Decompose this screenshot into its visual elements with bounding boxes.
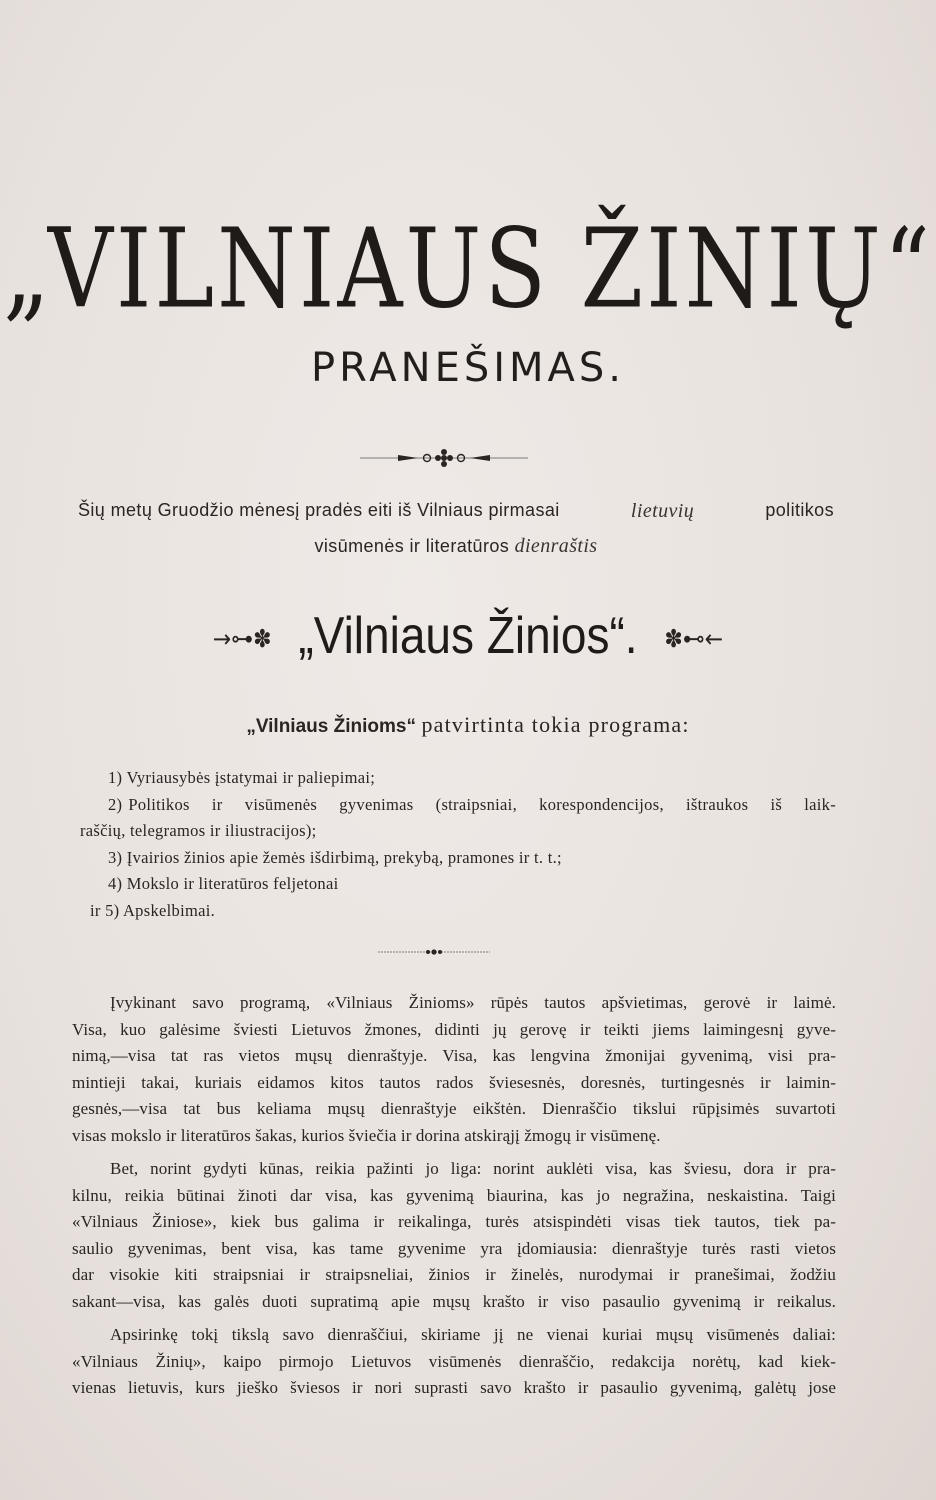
list-item: 1) Vyriausybės įstatymai ir paliepimai;	[108, 768, 376, 787]
ornament-left-icon: →⊶✽	[212, 625, 272, 654]
body-text	[72, 990, 836, 1409]
ornament-divider-bottom	[0, 942, 936, 962]
program-heading-bold: „Vilniaus Žinioms“	[246, 716, 416, 737]
intro-emphasis-a: lietuvių	[630, 500, 695, 522]
intro-text-b: politikos	[765, 500, 834, 520]
ornament-right-icon: ✽⊷←	[664, 625, 724, 654]
list-item: ir 5) Apskelbimai.	[90, 900, 216, 920]
intro-text-c: visūmenės ir literatūros	[314, 536, 510, 556]
intro-paragraph	[78, 500, 834, 558]
masthead-title: „VILNIAUS ŽINIŲ“	[3, 205, 933, 334]
program-heading	[0, 712, 936, 738]
newspaper-title	[0, 605, 936, 665]
program-heading-text: patvirtinta tokia programa:	[421, 712, 690, 737]
list-item: 2) Politikos ir visūmenės gyvenimas (straipsniai, korespondencijos, ištraukos iš laik-	[108, 794, 836, 814]
program-list	[80, 765, 836, 924]
announcement-heading: PRANEŠIMAS.	[310, 345, 626, 391]
newspaper-name: „Vilniaus Žinios“.	[298, 606, 638, 665]
paragraph: Apsirinkę tokį tikslą savo dienraščiui, skiriame jį ne vienai kuriai mųsų visūmenės daliai: «Vilniaus Žinių», kaipo pirmojo Lietuvos visūmenės dienraščio, redakcija norėtų, kad kiek- vienas lietuvis, kurs jieško šviesos ir nori suprasti savo krašto ir pasaulio gyvenimą, galėtų jose	[72, 1325, 836, 1397]
intro-emphasis-b: dienraštis	[514, 535, 598, 557]
intro-text-a: Šių metų Gruodžio mėnesį pradės eiti iš Vilniaus pirmasai	[78, 500, 560, 520]
list-item: 3) Įvairios žinios apie žemės išdirbimą, prekybą, pramones ir t. t.;	[108, 847, 562, 867]
list-item: 4) Mokslo ir literatūros feljetonai	[108, 874, 339, 893]
list-item-continuation: raščių, telegramos ir iliustracijos);	[80, 821, 317, 840]
paragraph: Bet, norint gydyti kūnas, reikia pažinti jo liga: norint auklėti visa, kas šviesu, dora ir pra- kilnu, reikia būtinai žinoti dar visa, kas gyvenimą biaurina, kas jo negražina, neskaistina. Taigi «Vilniaus Žiniose», kiek bus galima ir reikalinga, turės atsispindėti visas tiek tautos, tiek pa- saulio gyvenimas, bent visa, kas tame gyvenime yra įdomiausia: dienraštyje turės rasti vietos dar visokie kiti straipsniai ir straipsneliai, žinios ir žinelės, nurodymai ir pranešimai, žodžiu sakant—visa, kas galės duoti supratimą apie mųsų krašto ir viso pasaulio gyvenimą ir reikalus.	[72, 1159, 836, 1311]
ornament-divider-top	[0, 448, 936, 468]
paragraph: Įvykinant savo programą, «Vilniaus Žinioms» rūpės tautos apšvietimas, gerovė ir laimė. Visa, kuo galėsime šviesti Lietuvos žmones, didinti jų gerovę ir teikti jiems laimingesnį gyve- nimą,—visa tat ras vietos mųsų dienraštyje. Visa, kas lengvina žmonijai gyvenimą, visi pra- mintieji takai, kuriais eidamos kitos tautos rados šviesesnės, doresnės, turtingesnės ir laimin- gesnės,—visa tat bus keliama mųsų dienraštyje eikštėn. Dienraščio tikslui rūpįsimės suvartoti visas mokslo ir literatūros šakas, kurios šviečia ir dorina atskirąjį žmogų ir visūmenę.	[72, 993, 836, 1145]
